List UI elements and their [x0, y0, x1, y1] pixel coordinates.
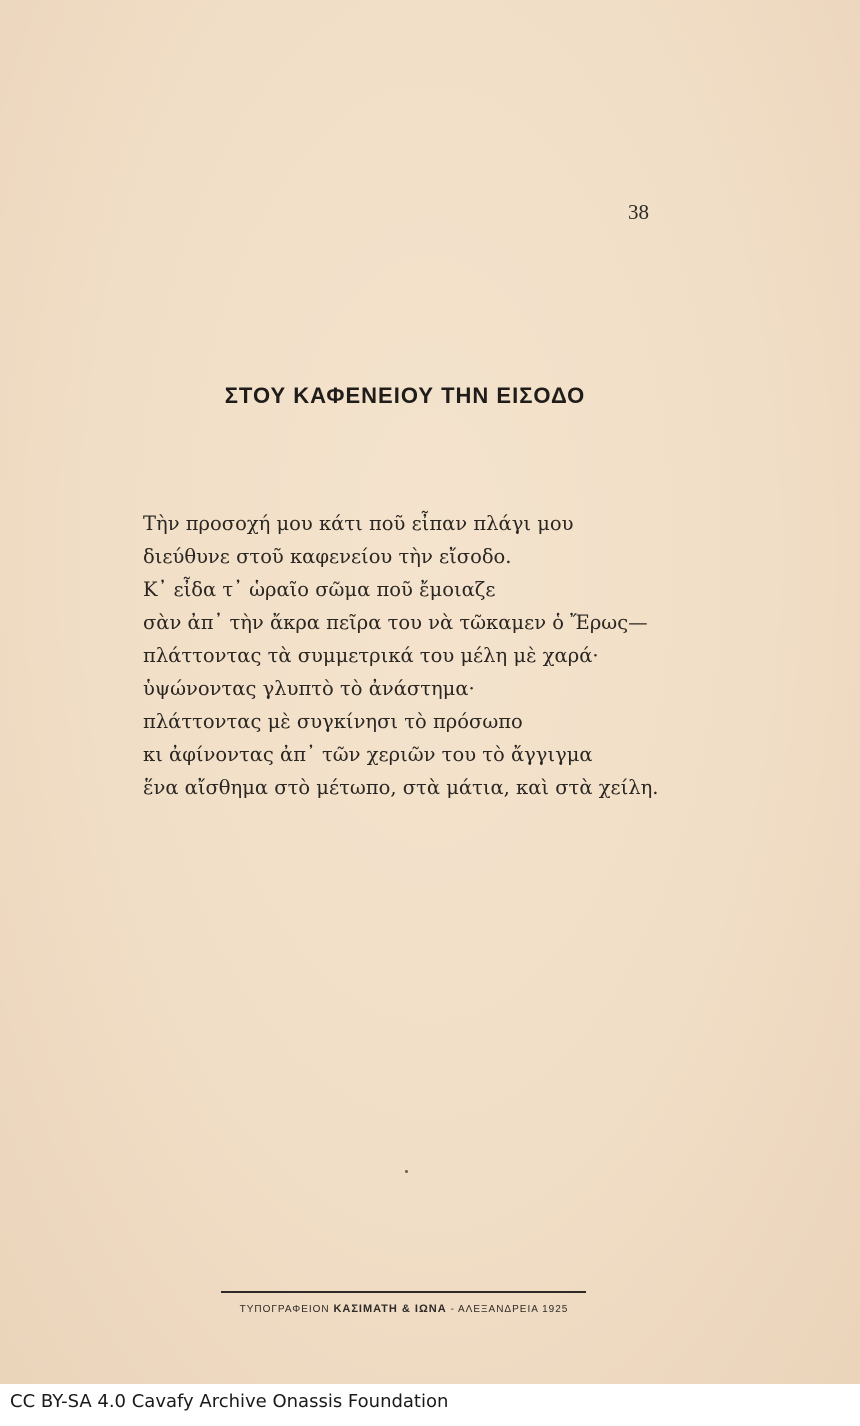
poem-line: ἕνα αἴσθημα στὸ μέτωπο, στὰ μάτια, καὶ στὰ χείλη.	[143, 776, 659, 799]
imprint-printer: ΚΑΣΙΜΑΤΗ & ΙΩΝΑ	[333, 1303, 447, 1315]
printer-imprint	[218, 1303, 590, 1315]
poem-line: Κ᾽ εἶδα τ᾽ ὡραῖο σῶμα ποῦ ἔμοιαζε	[143, 578, 496, 601]
poem-title: ΣΤΟΥ ΚΑΦΕΝΕΙΟΥ ΤΗΝ ΕΙΣΟΔΟ	[224, 383, 586, 408]
poem-line: κι ἀφίνοντας ἀπ᾽ τῶν χεριῶν του τὸ ἄγγιγμα	[143, 743, 593, 766]
poem-line: σὰν ἀπ᾽ τὴν ἄκρα πεῖρα του νὰ τῶκαμεν ὁ Ἔρως—	[143, 611, 648, 634]
poem-body	[143, 507, 743, 804]
footer-rule	[221, 1291, 586, 1293]
poem-line: πλάττοντας μὲ συγκίνησι τὸ πρόσωπο	[143, 710, 523, 733]
poem-line: Τὴν προσοχή μου κάτι ποῦ εἶπαν πλάγι μου	[143, 512, 574, 535]
archive-credit: CC BY-SA 4.0 Cavafy Archive Onassis Foundation	[10, 1391, 449, 1412]
poem-line: διεύθυνε στοῦ καφενείου τὴν εἴσοδο.	[143, 545, 512, 568]
poem-line: πλάττοντας τὰ συμμετρικά του μέλη μὲ χαρά·	[143, 644, 599, 667]
page-number: 38	[628, 200, 649, 224]
paper-speck	[405, 1170, 408, 1173]
imprint-prefix: ΤΥΠΟΓΡΑΦΕΙΟΝ	[239, 1304, 330, 1315]
imprint-suffix: - ΑΛΕΞΑΝΔΡΕΙΑ 1925	[450, 1304, 569, 1315]
poem-line: ὑψώνοντας γλυπτὸ τὸ ἀνάστημα·	[143, 677, 475, 700]
